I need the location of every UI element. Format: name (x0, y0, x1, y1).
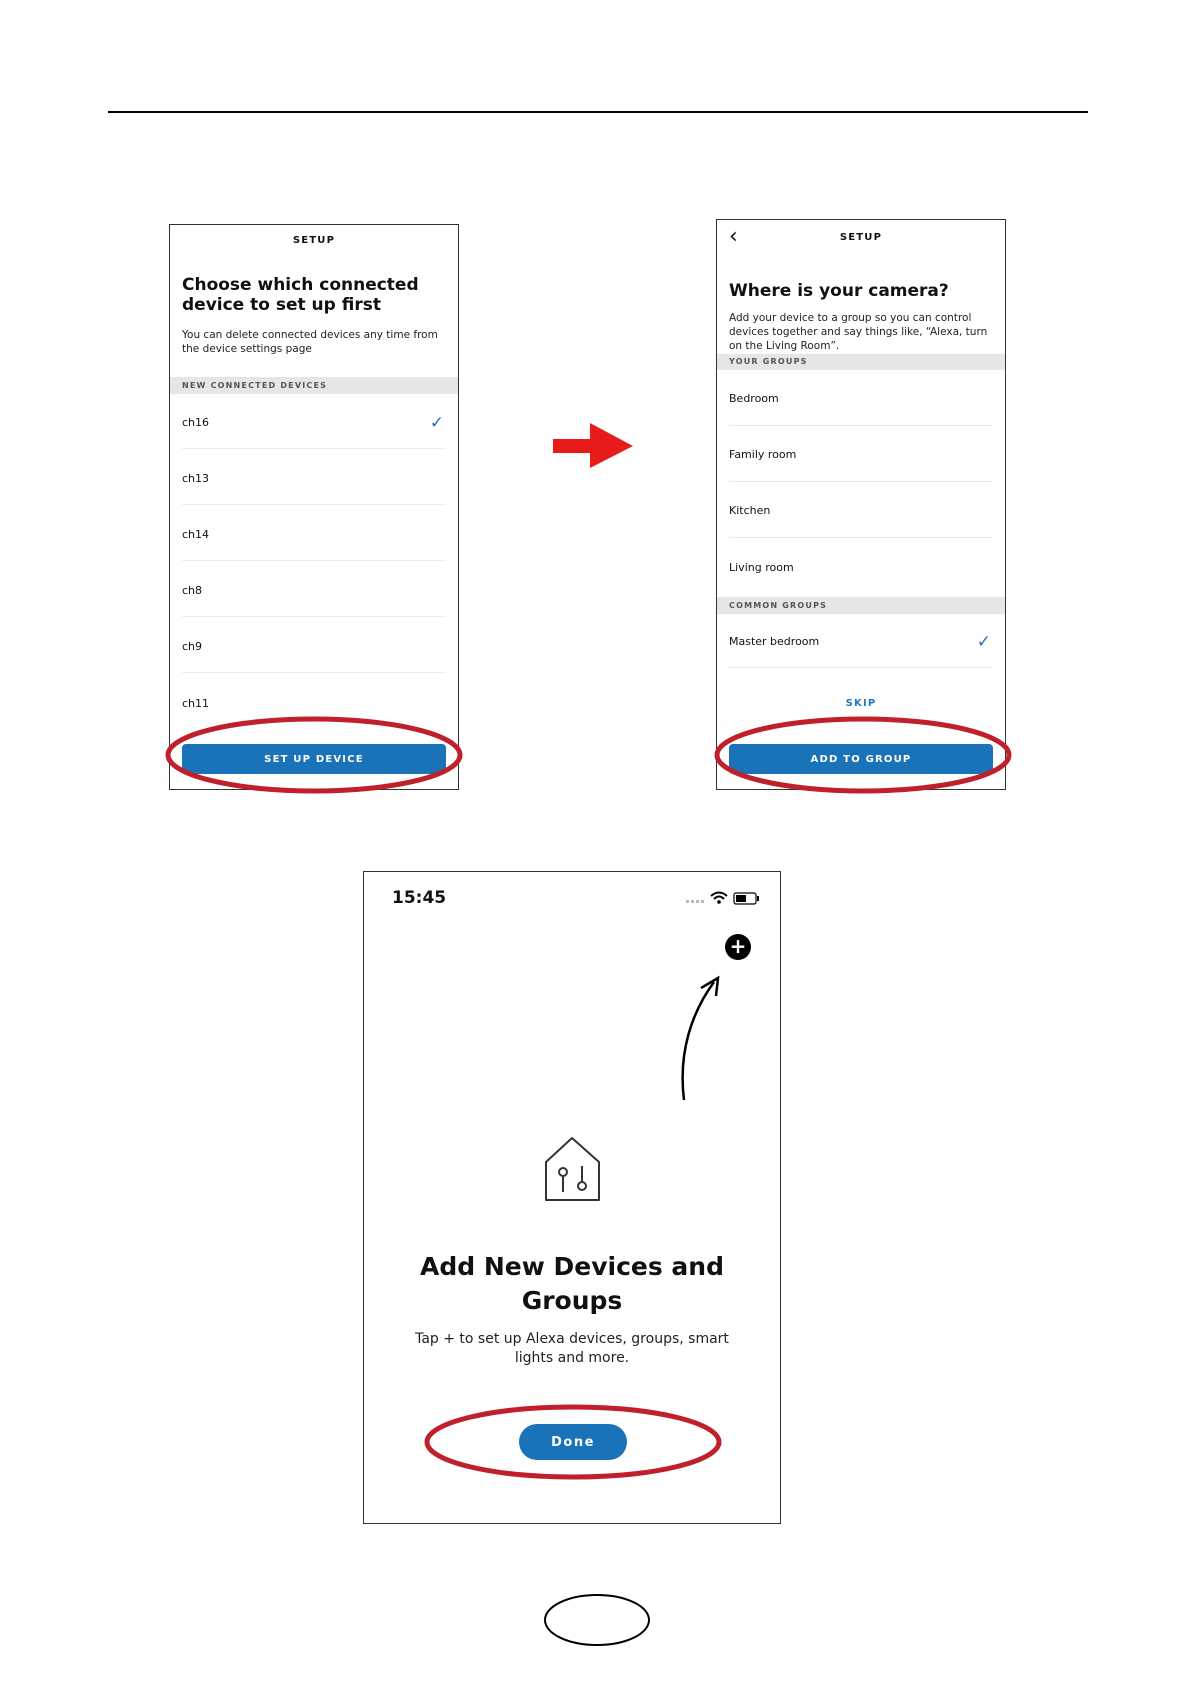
group-row[interactable] (729, 372, 993, 426)
status-time: 15:45 (392, 888, 447, 908)
group-row[interactable] (729, 428, 993, 482)
group-label: Family room (729, 448, 797, 461)
section-new-connected-devices: NEW CONNECTED DEVICES (170, 377, 458, 394)
chevron-left-icon[interactable]: ‹ (729, 224, 738, 249)
screen-header: SETUP (839, 232, 883, 243)
device-label: ch16 (182, 416, 210, 429)
add-to-group-screen (716, 219, 1006, 790)
plus-icon[interactable]: + (725, 934, 751, 960)
device-row[interactable] (182, 677, 446, 729)
group-label: Master bedroom (729, 635, 820, 648)
top-rule (108, 111, 1088, 113)
section-common-groups: COMMON GROUPS (717, 597, 1005, 614)
set-up-device-button[interactable]: SET UP DEVICE (182, 744, 446, 774)
device-row[interactable] (182, 509, 446, 561)
device-row[interactable] (182, 565, 446, 617)
group-label: Bedroom (729, 392, 779, 405)
device-label: ch11 (182, 696, 210, 710)
screen-title: Choose which connected device to set up first (182, 275, 419, 315)
curved-arrow-icon (683, 978, 718, 1100)
group-label: Kitchen (729, 504, 771, 517)
page-description: Tap + to set up Alexa devices, groups, smart lights and more. (415, 1331, 729, 1366)
screen-header: SETUP (292, 235, 336, 246)
device-label: ch14 (182, 528, 210, 541)
setup-device-screen (169, 224, 459, 790)
screen-subtitle: You can delete connected devices any time from the device settings page (182, 329, 438, 355)
checkmark-icon: ✓ (429, 412, 444, 433)
device-label: ch8 (182, 584, 203, 597)
skip-link[interactable]: SKIP (845, 698, 877, 709)
right-arrow-icon (553, 423, 633, 468)
page-title: Add New Devices and Groups (419, 1252, 725, 1315)
devices-home-screen (363, 871, 781, 1524)
page-number-oval (545, 1595, 649, 1645)
screen-title: Where is your camera? (729, 281, 949, 301)
add-to-group-button[interactable]: ADD TO GROUP (729, 744, 993, 774)
device-row[interactable] (182, 397, 446, 449)
group-row[interactable] (729, 484, 993, 538)
screen-subtitle: Add your device to a group so you can control devices together and say things like, “Alexa, turn on the Living Room”. (729, 312, 988, 352)
done-button[interactable]: Done (519, 1424, 627, 1460)
section-your-groups: YOUR GROUPS (717, 354, 1005, 370)
device-label: ch13 (182, 472, 210, 485)
checkmark-icon: ✓ (976, 631, 991, 652)
group-row[interactable] (729, 616, 993, 668)
device-label: ch9 (182, 640, 203, 653)
smart-home-icon (546, 1138, 599, 1200)
device-row[interactable] (182, 621, 446, 673)
group-row[interactable] (729, 540, 993, 594)
device-row[interactable] (182, 453, 446, 505)
group-label: Living room (729, 560, 794, 574)
